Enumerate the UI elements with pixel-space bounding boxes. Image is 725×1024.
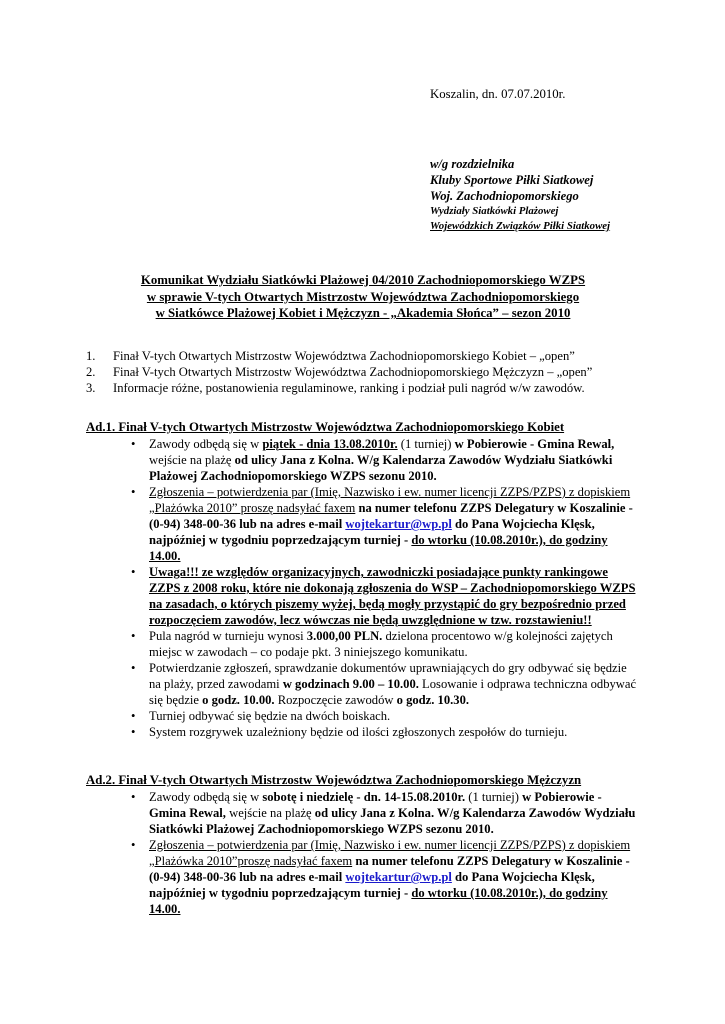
toc-item <box>86 348 646 364</box>
recipient-line: Woj. Zachodniopomorskiego <box>430 189 579 203</box>
email-link[interactable]: wojtekartur@wp.pl <box>345 517 452 531</box>
bullet-icon: • <box>131 565 136 579</box>
toc-text: Informacje różne, postanowienia regulaminowe, ranking i podział puli nagród w/w zawodów. <box>113 381 585 395</box>
section-2-heading: Ad.2. Finał V-tych Otwartych Mistrzostw Województwa Zachodniopomorskiego Mężczyzn <box>86 773 582 787</box>
announcement-title <box>86 272 640 322</box>
toc-text: Finał V-tych Otwartych Mistrzostw Województwa Zachodniopomorskiego Kobiet – „open” <box>113 349 575 363</box>
recipient-line: Wojewódzkich Związków Piłki Siatkowej <box>430 220 611 232</box>
section-2-list <box>128 789 638 917</box>
toc-number: 2. <box>86 365 96 379</box>
list-item: • Zawody odbędą się w piątek - dnia 13.08.2010r. (1 turniej) w Pobierowie - Gmina Rewal, wejście na plażę od ulicy Jana z Kolna. W/g Kalendarza Zawodów Wydziału Siatkówki Plażowej Zachodniopomorskiego WZPS sezonu 2010. <box>131 437 615 483</box>
list-item: • Zawody odbędą się w sobotę i niedzielę - dn. 14-15.08.2010r. (1 turniej) w Pobierowie - Gmina Rewal, wejście na plażę od ulicy Jana z Kolna. W/g Kalendarza Zawodów Wydziału Siatkówki Plażowej Zachodniopomorskiego WZPS sezonu 2010. <box>131 790 636 836</box>
toc-item <box>86 380 646 396</box>
bullet-icon: • <box>131 838 136 852</box>
toc-text: Finał V-tych Otwartych Mistrzostw Województwa Zachodniopomorskiego Mężczyzn – „open” <box>113 365 593 379</box>
list-item: • Zgłoszenia – potwierdzenia par (Imię, Nazwisko i ew. numer licencji ZZPS/PZPS) z dopiskiem „Plażówka 2010” proszę nadsyłać faxem na numer telefonu ZZPS Delegatury w Koszalinie - (0-94) 348-00-36 lub na adres e-mail wojtekartur@wp.pl do Pana Wojciecha Klęsk, najpóźniej w tygodniu poprzedzającym turniej - do wtorku (10.08.2010r.), do godziny 14.00. <box>131 485 633 563</box>
section-1-list <box>128 436 638 740</box>
table-of-contents <box>86 348 646 396</box>
list-item: • Potwierdzanie zgłoszeń, sprawdzanie dokumentów uprawniających do gry odbywać się będzie na plaży, przed zawodami w godzinach 9.00 – 10.00. Losowanie i odprawa techniczna odbywać się będzie o godz. 10.00. Rozpoczęcie zawodów o godz. 10.30. <box>131 661 637 707</box>
list-item: • Turniej odbywać się będzie na dwóch boiskach. <box>131 709 391 723</box>
email-link[interactable]: wojtekartur@wp.pl <box>345 870 452 884</box>
bullet-icon: • <box>131 725 136 739</box>
toc-number: 1. <box>86 349 96 363</box>
list-item: • Pula nagród w turnieju wynosi 3.000,00 PLN. dzielona procentowo w/g kolejności zajętych miejsc w zawodach – co podaje pkt. 3 niniejszego komunikatu. <box>131 629 613 659</box>
recipient-line: Kluby Sportowe Piłki Siatkowej <box>430 173 594 187</box>
list-item: • Uwaga!!! ze względów organizacyjnych, zawodniczki posiadające punkty rankingowe ZZPS z 2008 roku, które nie dokonają zgłoszenia do WSP – Zachodniopomorskiego WZPS na zasadach, o których piszemy wyżej, będą mogły przystąpić do gry bezpośrednio przed rozpoczęciem zawodów, lecz wówczas nie będą uwzględnione w tzw. rozstawieniu!! <box>131 565 636 627</box>
list-item: • System rozgrywek uzależniony będzie od ilości zgłoszonych zespołów do turnieju. <box>131 725 568 739</box>
title-line: w sprawie V-tych Otwartych Mistrzostw Województwa Zachodniopomorskiego <box>146 289 580 304</box>
recipient-line: Wydziały Siatkówki Plażowej <box>430 205 559 217</box>
list-item: • Zgłoszenia – potwierdzenia par (Imię, Nazwisko i ew. numer licencji ZZPS/PZPS) z dopiskiem „Plażówka 2010”proszę nadsyłać faxem na numer telefonu ZZPS Delegatury w Koszalinie - (0-94) 348-00-36 lub na adres e-mail wojtekartur@wp.pl do Pana Wojciecha Klęsk, najpóźniej w tygodniu poprzedzającym turniej - do wtorku (10.08.2010r.), do godziny 14.00. <box>131 838 631 916</box>
recipients-block <box>430 156 610 234</box>
title-line: w Siatkówce Plażowej Kobiet i Mężczyzn - „Akademia Słońca” – sezon 2010 <box>155 306 571 320</box>
title-line: Komunikat Wydziału Siatkówki Plażowej 04/2010 Zachodniopomorskiego WZPS <box>140 273 586 287</box>
bullet-icon: • <box>131 790 136 804</box>
section-1-heading: Ad.1. Finał V-tych Otwartych Mistrzostw Województwa Zachodniopomorskiego Kobiet <box>86 420 565 434</box>
toc-item <box>86 364 646 380</box>
bullet-icon: • <box>131 661 136 675</box>
toc-number: 3. <box>86 381 96 395</box>
bullet-icon: • <box>131 485 136 499</box>
document-date: Koszalin, dn. 07.07.2010r. <box>430 87 566 101</box>
recipient-line: w/g rozdzielnika <box>430 157 515 171</box>
bullet-icon: • <box>131 437 136 451</box>
bullet-icon: • <box>131 629 136 643</box>
bullet-icon: • <box>131 709 136 723</box>
